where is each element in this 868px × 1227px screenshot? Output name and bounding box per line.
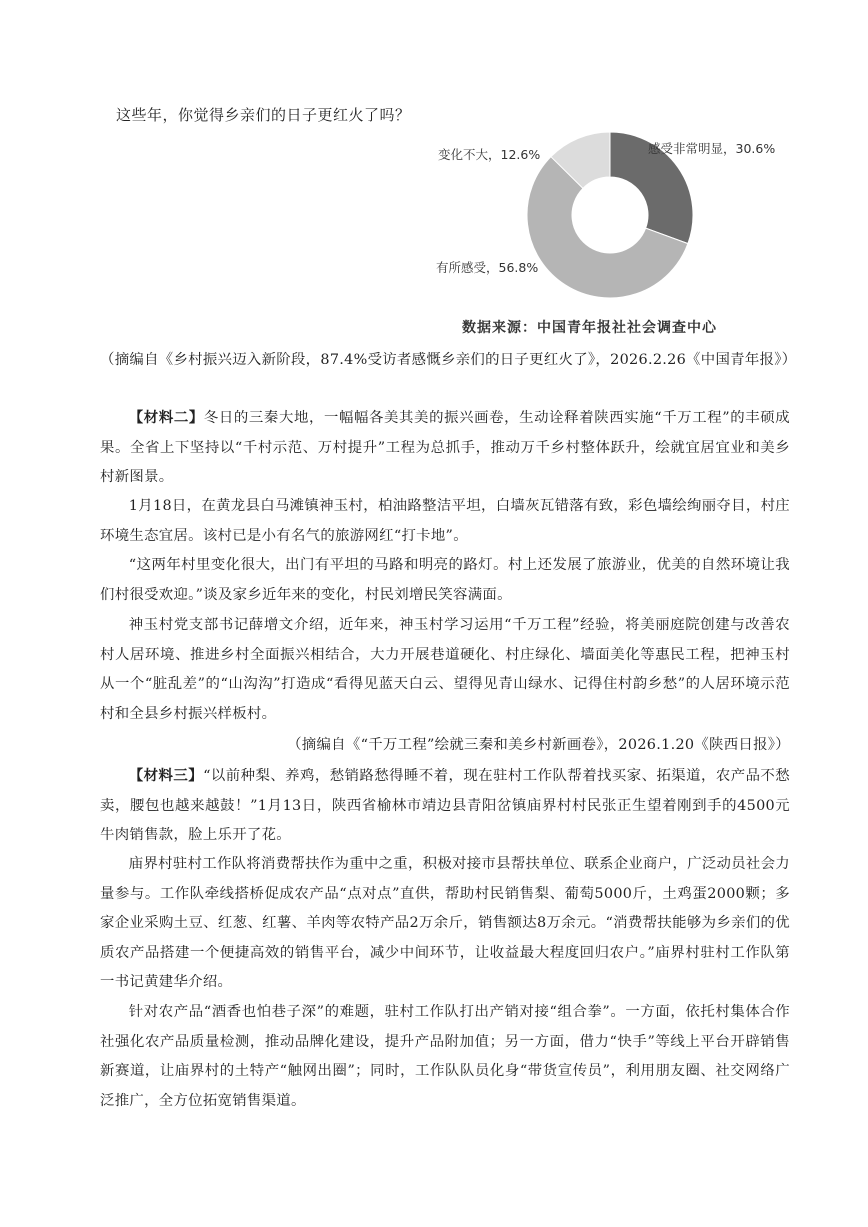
material3-paragraph-2: 庙界村驻村工作队将消费帮扶作为重中之重，积极对接市县帮扶单位、联系企业商户，广泛动员社会力量参与。工作队牵线搭桥促成农产品“点对点”直供，帮助村民销售梨、葡萄5000斤，土鸡蛋2000颗；多家企业采购土豆、红葱、红薯、羊肉等农特产品2万余斤，销售额达8万余元。“消费帮扶能够为乡亲们的优质农产品搭建一个便捷高效的销售平台，减少中间环节，让收益最大程度回归农户。”庙界村驻村工作队第一书记黄建华介绍。 [100, 856, 790, 990]
material2-tag: 【材料二】 [128, 409, 204, 426]
material2-paragraph-4: 神玉村党支部书记薛增文介绍，近年来，神玉村学习运用“千万工程”经验，将美丽庭院创建与改善农村人居环境、推进乡村全面振兴相结合，大力开展巷道硬化、村庄绿化、墙面美化等惠民工程，把神玉村从一个“脏乱差”的“山沟沟”打造成“看得见蓝天白云、望得见青山绿水、记得住村韵乡愁”的人居环境示范村和全县乡村振兴样板村。 [100, 617, 790, 722]
material3-paragraph-1 [100, 761, 790, 851]
material2-paragraph-3: “这两年村里变化很大，出门有平坦的马路和明亮的路灯。村上还发展了旅游业，优美的自然环境让我们村很受欢迎。”谈及家乡近年来的变化，村民刘增民笑容满面。 [100, 557, 790, 603]
material2-paragraph-2: 1月18日，在黄龙县白马滩镇神玉村，柏油路整洁平坦，白墙灰瓦错落有致，彩色墙绘绚丽夺目，村庄环境生态宜居。该村已是小有名气的旅游网红“打卡地”。 [100, 498, 790, 544]
chart-source: 数据来源：中国青年报社社会调查中心 [462, 320, 717, 336]
label-change-small: 变化不大，12.6% [438, 147, 541, 162]
survey-question: 这些年，你觉得乡亲们的日子更红火了吗？ [116, 106, 411, 124]
citation-1: （摘编自《乡村振兴迈入新阶段，87.4%受访者感慨乡亲们的日子更红火了》，2026.2.26《中国青年报》） [100, 352, 797, 368]
material2-paragraph-1 [100, 403, 790, 493]
donut-chart [420, 125, 800, 340]
label-very-obvious: 感受非常明显，30.6% [648, 141, 776, 156]
material2-p1-text: 冬日的三秦大地，一幅幅各美其美的振兴画卷，生动诠释着陕西实施“千万工程”的丰硕成果。全省上下坚持以“千村示范、万村提升”工程为总抓手，推动万千乡村整体跃升，绘就宜居宜业和美乡村新图景。 [100, 410, 790, 485]
material3-tag: 【材料三】 [128, 767, 204, 784]
label-somewhat: 有所感受，56.8% [436, 260, 539, 275]
material3-paragraph-3: 针对农产品“酒香也怕巷子深”的难题，驻村工作队打出产销对接“组合拳”。一方面，依托村集体合作社强化农产品质量检测，推动品牌化建设，提升产品附加值；另一方面，借力“快手”等线上平台开辟销售新赛道，让庙界村的土特产“触网出圈”；同时，工作队队员化身“带货宣传员”，利用朋友圈、社交网络广泛推广，全方位拓宽销售渠道。 [100, 1004, 790, 1109]
citation-2: （摘编自《“千万工程”绘就三秦和美乡村新画卷》，2026.1.20《陕西日报》） [287, 737, 790, 753]
material3-p1-text: “以前种梨、养鸡，愁销路愁得睡不着，现在驻村工作队帮着找买家、拓渠道，农产品不愁卖，腰包也越来越鼓！”1月13日，陕西省榆林市靖边县青阳岔镇庙界村村民张正生望着刚到手的4500元牛肉销售款，脸上乐开了花。 [100, 768, 790, 843]
